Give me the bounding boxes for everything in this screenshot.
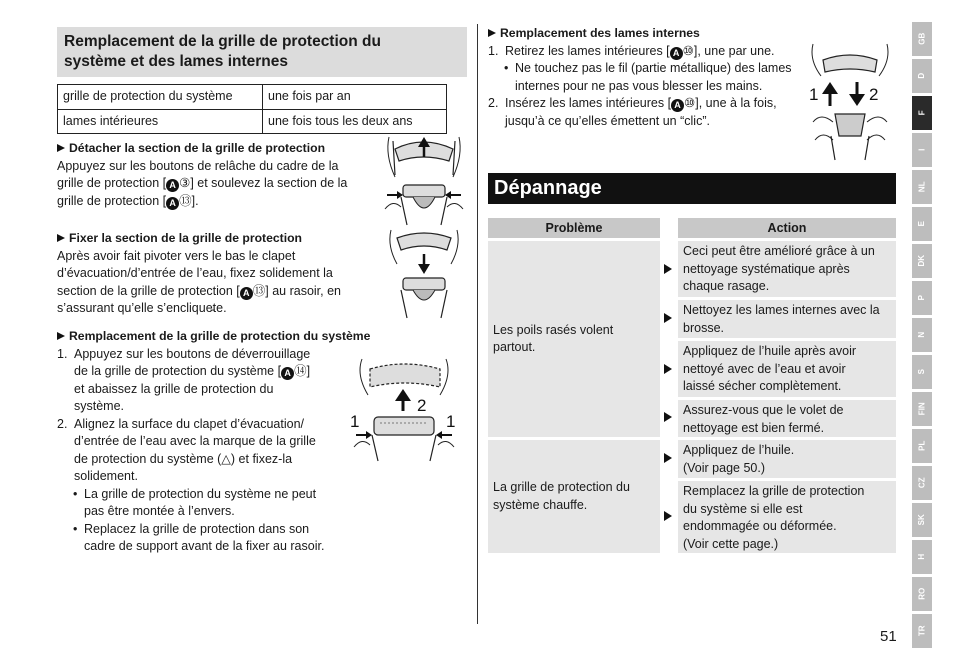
arrow-right-icon — [664, 412, 672, 422]
ref-a-badge-icon: A — [281, 367, 294, 380]
language-tab[interactable]: H — [912, 540, 932, 574]
triangle-bullet-icon — [57, 234, 65, 242]
table-row — [58, 85, 447, 110]
ref-a-badge-icon: A — [166, 179, 179, 192]
triangle-bullet-icon — [57, 144, 65, 152]
replacement-frequency-table — [57, 84, 447, 134]
system-text: 1. Appuyez sur les boutons de déverrouillage de la grille de protection du système [ A ⑭] et abaissez la grille de protection du système. 2. Alignez la surface du clapet d’évacuation/ d’entrée de l’eau avec la marque de la grille de protection du système (△) et fixez-la solidement. • La grille de protection du système ne peut pas être montée à l’envers. • Replacez la grille de protection dans son cadre de support avant de la fixer au rasoir. — [57, 346, 325, 553]
language-tab[interactable]: FIN — [912, 392, 932, 426]
figure-label-1: 1 — [809, 85, 819, 104]
problem-cell: La grille de protection du système chauffe. — [488, 440, 660, 553]
maintenance-heading — [57, 27, 467, 77]
page-number: 51 — [880, 628, 897, 645]
language-tab[interactable]: GB — [912, 22, 932, 56]
action-cell: Appliquez de l’huile après avoir nettoyé avec de l’eau et avoir laissé sécher complètement. — [678, 341, 896, 397]
fix-text: Après avoir fait pivoter vers le bas le clapet d’évacuation/d’entrée de l’eau, fixez solidement la section de la grille de protection [ A ⑬] au rasoir, en s’assurant qu’elle s’enclique̵te. — [57, 248, 342, 315]
table-row — [58, 109, 447, 134]
maintenance-heading-line2: système et des lames internes — [64, 53, 289, 70]
problem-column-header: Problème — [488, 218, 660, 238]
figure-label-2: 2 — [417, 396, 427, 415]
problem-cell: Les poils rasés volent partout. — [488, 241, 660, 437]
blades-illustration — [805, 40, 895, 162]
table-cell: une fois tous les deux ans — [263, 109, 447, 134]
detach-title: Détacher la section de la grille de protection — [57, 140, 387, 158]
fix-title: Fixer la section de la grille de protection — [57, 230, 387, 248]
arrow-right-icon — [664, 264, 672, 274]
triangle-bullet-icon — [57, 332, 65, 340]
action-cell: Remplacez la grille de protection du système si elle est endommagée ou déformée. (Voir cette page.) — [678, 481, 896, 553]
action-cell: Ceci peut être amélioré grâce à un nettoyage systématique après chaque rasage. — [678, 241, 896, 297]
language-tab[interactable]: S — [912, 355, 932, 389]
column-divider — [477, 24, 478, 624]
ref-a-badge-icon: A — [240, 287, 253, 300]
system-grille-illustration — [348, 355, 460, 463]
detach-illustration — [383, 135, 465, 227]
figure-label-1: 1 — [446, 412, 456, 431]
detach-section — [57, 140, 387, 210]
maintenance-heading-line1: Remplacement de la grille de protection du — [64, 33, 381, 50]
arrow-right-icon — [664, 511, 672, 521]
blades-section — [488, 25, 808, 130]
fix-section — [57, 230, 387, 318]
detach-text: Appuyez sur les boutons de relâche du cadre de la grille de protection [ A ③] et soulevez la section de la grille de protection [ A ⑬]. — [57, 158, 348, 208]
arrow-right-icon — [664, 453, 672, 463]
action-column-header: Action — [678, 218, 896, 238]
action-cell: Appliquez de l’huile. (Voir page 50.) — [678, 440, 896, 478]
ref-a-badge-icon: A — [166, 197, 179, 210]
language-tab[interactable]: DK — [912, 244, 932, 278]
language-tab[interactable]: F — [912, 96, 932, 130]
triangle-mark-icon: △ — [221, 451, 231, 466]
language-tab[interactable]: E — [912, 207, 932, 241]
language-tab[interactable]: CZ — [912, 466, 932, 500]
language-tab[interactable]: PL — [912, 429, 932, 463]
language-tab[interactable]: N — [912, 318, 932, 352]
language-tab[interactable]: I — [912, 133, 932, 167]
fix-illustration — [385, 228, 463, 320]
language-tab[interactable]: TR — [912, 614, 932, 648]
blades-title: Remplacement des lames internes — [488, 25, 808, 43]
language-tab[interactable]: P — [912, 281, 932, 315]
language-tab[interactable]: SK — [912, 503, 932, 537]
table-cell: une fois par an — [263, 85, 447, 110]
blades-text: 1. Retirez les lames intérieures [ A ⑩], une par une. • Ne touchez pas le fil (partie métallique) des lames internes pour ne pas vous blesser les mains. 2. Insérez les lames intérieures [ A ⑩], une à la fois, jusqu’à ce qu’elles émettent un “clic”. — [488, 43, 792, 128]
language-tab[interactable]: RO — [912, 577, 932, 611]
table-cell: lames intérieures — [58, 109, 263, 134]
triangle-bullet-icon — [488, 29, 496, 37]
language-tab[interactable]: D — [912, 59, 932, 93]
ref-a-badge-icon: A — [670, 47, 683, 60]
table-cell: grille de protection du système — [58, 85, 263, 110]
troubleshooting-heading: Dépannage — [488, 173, 896, 204]
arrow-right-icon — [664, 313, 672, 323]
ref-a-badge-icon: A — [671, 99, 684, 112]
action-cell: Nettoyez les lames internes avec la brosse. — [678, 300, 896, 338]
figure-label-1: 1 — [350, 412, 360, 431]
arrow-right-icon — [664, 364, 672, 374]
language-tab[interactable]: NL — [912, 170, 932, 204]
figure-label-2: 2 — [869, 85, 879, 104]
action-cell: Assurez-vous que le volet de nettoyage est bien fermé. — [678, 400, 896, 437]
system-title: Remplacement de la grille de protection du système — [57, 328, 417, 346]
